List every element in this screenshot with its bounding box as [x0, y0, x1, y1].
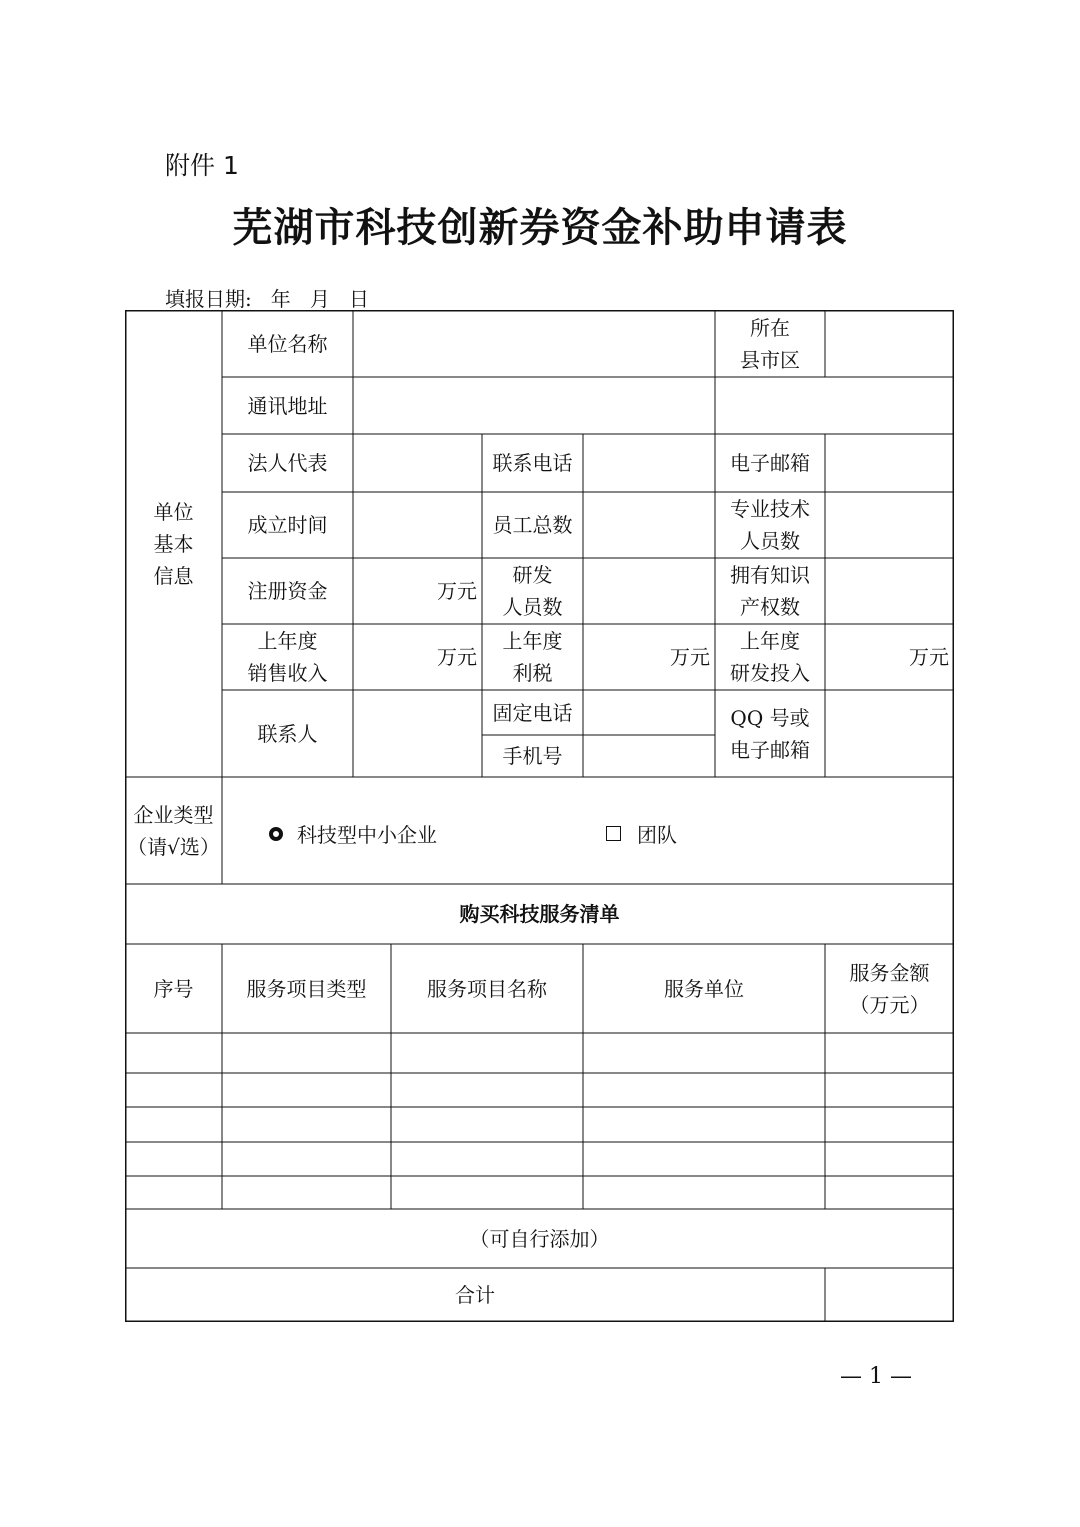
tech-staff-label: 专业技术 人员数 [730, 497, 810, 553]
reg-capital-label: 注册资金 [247, 579, 328, 603]
contact-phone-label: 联系电话 [492, 451, 573, 475]
contact-phone-field[interactable] [583, 434, 715, 492]
basic-info-section-label: 单位 基本 信息 [153, 499, 194, 588]
unit-name-field[interactable] [353, 310, 715, 377]
last-rd-label: 上年度 研发投入 [730, 629, 810, 685]
col-header-amount: 服务金额 （万元） [849, 960, 930, 1017]
col-header-unit: 服务单位 [664, 976, 744, 1001]
option-sme-label: 科技型中小企业 [297, 823, 437, 847]
option-team-label: 团队 [637, 823, 677, 847]
email-label: 电子邮箱 [730, 451, 810, 475]
last-sales-label: 上年度 销售收入 [247, 629, 328, 685]
col-header-name: 服务项目名称 [427, 976, 547, 1001]
unit-name-label: 单位名称 [247, 331, 328, 356]
ip-count-field[interactable] [825, 558, 954, 624]
legal-rep-label: 法人代表 [247, 451, 328, 475]
qq-email-field[interactable] [825, 690, 954, 777]
ip-count-label: 拥有知识 产权数 [730, 563, 810, 619]
add-rows-note: （可自行添加） [469, 1226, 610, 1251]
col-header-type: 服务项目类型 [246, 976, 367, 1001]
address-label: 通讯地址 [247, 393, 328, 418]
reg-capital-unit[interactable]: 万元 [437, 579, 477, 603]
last-rd-unit[interactable]: 万元 [909, 645, 949, 669]
rd-staff-field[interactable] [583, 558, 715, 624]
radio-selected-icon[interactable] [269, 827, 283, 841]
founded-field[interactable] [353, 492, 482, 558]
form-title: 芜湖市科技创新券资金补助申请表 [232, 204, 848, 251]
landline-field[interactable] [583, 690, 715, 735]
mobile-field[interactable] [583, 735, 715, 777]
tech-staff-field[interactable] [825, 492, 954, 558]
page-number: — 1 — [840, 1364, 912, 1389]
option-team[interactable] [606, 819, 677, 848]
application-form-table [125, 310, 954, 1322]
rd-staff-label: 研发 人员数 [502, 563, 563, 619]
total-field[interactable] [825, 1268, 954, 1322]
contact-person-field[interactable] [353, 690, 482, 777]
mobile-label: 手机号 [502, 744, 563, 768]
district-label: 所在 县市区 [740, 315, 800, 372]
checkbox-icon[interactable] [606, 826, 621, 841]
option-sme[interactable] [269, 819, 437, 848]
qq-email-label: QQ 号或 电子邮箱 [730, 705, 810, 762]
landline-label: 固定电话 [492, 700, 573, 725]
total-label: 合计 [455, 1283, 495, 1307]
attachment-label: 附件 1 [165, 151, 239, 180]
services-heading: 购买科技服务清单 [459, 902, 620, 926]
address-field[interactable] [353, 377, 954, 434]
legal-rep-field[interactable] [353, 434, 482, 492]
enterprise-type-label: 企业类型 （请√选） [127, 802, 220, 859]
contact-person-label: 联系人 [257, 721, 318, 746]
last-tax-label: 上年度 利税 [502, 629, 563, 685]
last-sales-unit[interactable]: 万元 [437, 645, 477, 669]
last-tax-unit[interactable]: 万元 [670, 645, 710, 669]
employees-label: 员工总数 [492, 513, 573, 537]
employees-field[interactable] [583, 492, 715, 558]
email-field[interactable] [825, 434, 954, 492]
founded-label: 成立时间 [247, 513, 328, 537]
fill-date-line: 填报日期: 年 月 日 [165, 287, 369, 311]
district-field[interactable] [825, 310, 954, 377]
col-header-no: 序号 [153, 976, 194, 1001]
